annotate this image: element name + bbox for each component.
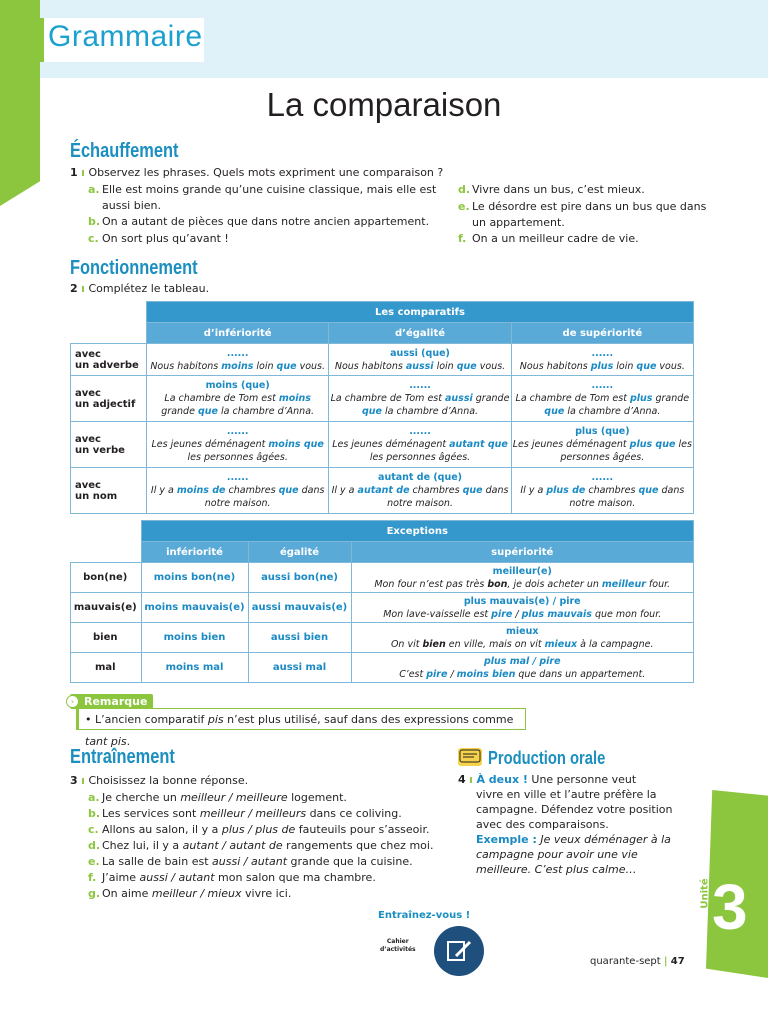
item-text: aussi bien. xyxy=(102,199,162,212)
instruction-text: Choisissez la bonne réponse. xyxy=(88,774,249,787)
production-title: Production orale xyxy=(488,748,606,768)
column-header: supériorité xyxy=(351,542,694,563)
blank-dots: ...... xyxy=(591,380,614,391)
table-row xyxy=(71,422,694,468)
exercise-number: 3 xyxy=(70,774,78,787)
table-row xyxy=(71,563,694,593)
table-cell: plus mauvais(e) / pire Mon lave-vaisselle est pire / plus mauvais que mon four. xyxy=(351,593,694,623)
table-row xyxy=(71,376,694,422)
item-letter: e. xyxy=(458,200,470,213)
empty-corner xyxy=(71,302,147,323)
item-text: On a un meilleur cadre de vie. xyxy=(472,232,639,245)
page-title: La comparaison xyxy=(266,86,502,123)
table-cell: ...... Les jeunes déménagent moins que les personnes âgées. xyxy=(146,422,328,468)
table-cell: plus mal / pire C’est pire / moins bien que dans un appartement. xyxy=(351,653,694,683)
cell-head: autant de (que) xyxy=(378,472,463,483)
table-cell: moins mauvais(e) xyxy=(141,593,248,623)
row-label: avec un adjectif xyxy=(71,376,147,422)
column-header: de supériorité xyxy=(511,323,693,344)
table-title: Exceptions xyxy=(141,521,694,542)
cell-head: plus mal / pire xyxy=(483,655,561,667)
row-label: mauvais(e) xyxy=(71,593,142,623)
production-text: 4 ı À deux ! Une personne veut vivre en ville et l’autre préfère la campagne. Défendez votre position avec des comparaisons. Exemple : Je veux déménager à la campagne pour avoir une vie meilleure. C’est plus calme… xyxy=(458,773,673,876)
section-label: Grammaire xyxy=(48,20,203,53)
remarque-box: • L’ancien comparatif pis n’est plus utilisé, sauf dans des expressions comme tant pis. xyxy=(76,708,526,730)
empty-corner xyxy=(71,521,142,542)
unit-number: 3 xyxy=(712,871,748,943)
item-letter: b. xyxy=(88,215,101,228)
row-label: avec un adverbe xyxy=(71,344,147,376)
row-label: avec un verbe xyxy=(71,422,147,468)
empty-corner xyxy=(71,323,147,344)
item-letter: d. xyxy=(458,183,471,196)
blank-dots: ...... xyxy=(409,380,431,391)
cell-head: plus mauvais(e) / pire xyxy=(463,595,581,607)
cell-head: plus (que) xyxy=(575,426,630,437)
speech-bubble-icon xyxy=(458,748,482,766)
page-footer: quarante-sept | 47 xyxy=(590,956,685,967)
row-label: bon(ne) xyxy=(71,563,142,593)
blank-dots: ...... xyxy=(409,426,431,437)
empty-corner xyxy=(71,542,142,563)
row-label: bien xyxy=(71,623,142,653)
list-item xyxy=(458,199,718,231)
list-item: c. Allons au salon, il y a plus / plus de fauteuils pour s’asseoir. xyxy=(88,823,430,836)
item-text: Elle est moins grande qu’une cuisine classique, mais elle est xyxy=(102,183,437,196)
exercise-3-instruction xyxy=(70,774,248,787)
remarque-tag: Remarque xyxy=(70,694,153,709)
table-cell: autant de (que) Il y a autant de chambres que dans notre maison. xyxy=(329,468,511,514)
table-cell: aussi mauvais(e) xyxy=(248,593,351,623)
table-row xyxy=(71,344,694,376)
column-header: égalité xyxy=(248,542,351,563)
table-cell: aussi mal xyxy=(248,653,351,683)
exercise-number: 2 xyxy=(70,282,78,295)
item-text: Vivre dans un bus, c’est mieux. xyxy=(472,183,645,196)
list-item: d. Chez lui, il y a autant / autant de rangements que chez moi. xyxy=(88,839,434,852)
blank-dots: ...... xyxy=(226,426,249,437)
table-cell: ...... Les jeunes déménagent autant que les personnes âgées. xyxy=(329,422,511,468)
table-cell: moins bien xyxy=(141,623,248,653)
table-row xyxy=(71,593,694,623)
column-header: infériorité xyxy=(141,542,248,563)
cell-head: meilleur(e) xyxy=(492,565,552,577)
fonctionnement-title: Fonctionnement xyxy=(70,257,198,279)
table-cell: meilleur(e) Mon four n’est pas très bon, je dois acheter un meilleur four. xyxy=(351,563,694,593)
entrainement-title: Entraînement xyxy=(70,746,175,768)
echauffement-title: Échauffement xyxy=(70,140,179,162)
column-header: d’infériorité xyxy=(146,323,328,344)
item-letter: a. xyxy=(88,183,100,196)
table-cell: aussi (que) Nous habitons aussi loin que vous. xyxy=(329,344,511,376)
table-title: Les comparatifs xyxy=(146,302,693,323)
separator: ı xyxy=(81,166,85,179)
table-cell: moins (que) La chambre de Tom est moins grande que la chambre d’Anna. xyxy=(146,376,328,422)
list-item: b. Les services sont meilleur / meilleurs dans ce coliving. xyxy=(88,807,402,820)
list-item: e. La salle de bain est aussi / autant grande que la cuisine. xyxy=(88,855,413,868)
instruction-text: Complétez le tableau. xyxy=(88,282,210,295)
exercise-1-instruction xyxy=(70,166,443,179)
item-letter: c. xyxy=(88,232,99,245)
table-row xyxy=(71,623,694,653)
row-label: avec un nom xyxy=(71,468,147,514)
table-cell: mieux On vit bien en ville, mais on vit mieux à la campagne. xyxy=(351,623,694,653)
cell-head: moins (que) xyxy=(205,380,270,391)
instruction-text: Observez les phrases. Quels mots expriment une comparaison ? xyxy=(88,166,444,179)
column-header: d’égalité xyxy=(329,323,511,344)
table-cell: ...... La chambre de Tom est aussi grande que la chambre d’Anna. xyxy=(329,376,511,422)
table-cell: ...... La chambre de Tom est plus grande que la chambre d’Anna. xyxy=(511,376,693,422)
table-cell: ...... Nous habitons moins loin que vous. xyxy=(146,344,328,376)
unit-label: Unité xyxy=(699,878,711,909)
activities-title: Entraînez-vous ! xyxy=(378,910,471,921)
table-cell: ...... Nous habitons plus loin que vous. xyxy=(511,344,693,376)
separator: ı xyxy=(81,774,85,787)
list-item xyxy=(458,182,718,198)
cell-head: aussi (que) xyxy=(390,347,450,359)
list-item xyxy=(88,182,448,214)
exercise-2-instruction xyxy=(70,282,209,295)
exercise-number: 1 xyxy=(70,166,78,179)
list-item xyxy=(88,214,448,230)
table-cell: plus (que) Les jeunes déménagent plus que les personnes âgées. xyxy=(511,422,693,468)
item-text: un appartement. xyxy=(472,216,565,229)
row-label: mal xyxy=(71,653,142,683)
table-cell: ...... Il y a moins de chambres que dans notre maison. xyxy=(146,468,328,514)
table-cell: moins bon(ne) xyxy=(141,563,248,593)
comparatifs-table xyxy=(70,301,694,514)
list-item: a. Je cherche un meilleur / meilleure logement. xyxy=(88,791,347,804)
list-item: g. On aime meilleur / mieux vivre ici. xyxy=(88,887,292,900)
table-cell: aussi bien xyxy=(248,623,351,653)
blank-dots: ...... xyxy=(591,347,614,359)
table-row xyxy=(71,468,694,514)
cahier-label: Cahier d’activités xyxy=(380,938,416,953)
item-text: On a autant de pièces que dans notre ancien appartement. xyxy=(102,215,430,228)
item-text: Le désordre est pire dans un bus que dans xyxy=(472,200,707,213)
arrow-icon: › xyxy=(66,695,79,708)
blank-dots: ...... xyxy=(226,347,249,359)
item-letter: f. xyxy=(458,232,467,245)
list-item: f. J’aime aussi / autant mon salon que ma chambre. xyxy=(88,871,376,884)
cell-head: mieux xyxy=(506,625,539,637)
item-text: On sort plus qu’avant ! xyxy=(102,232,229,245)
list-item xyxy=(458,231,718,247)
table-cell: aussi bon(ne) xyxy=(248,563,351,593)
table-cell: moins mal xyxy=(141,653,248,683)
blank-dots: ...... xyxy=(591,472,614,483)
blank-dots: ...... xyxy=(226,472,249,483)
list-item xyxy=(88,231,448,247)
table-cell: ...... Il y a plus de chambres que dans notre maison. xyxy=(511,468,693,514)
pencil-icon[interactable] xyxy=(434,926,484,976)
separator: ı xyxy=(81,282,85,295)
exceptions-table xyxy=(70,520,694,683)
table-row xyxy=(71,653,694,683)
